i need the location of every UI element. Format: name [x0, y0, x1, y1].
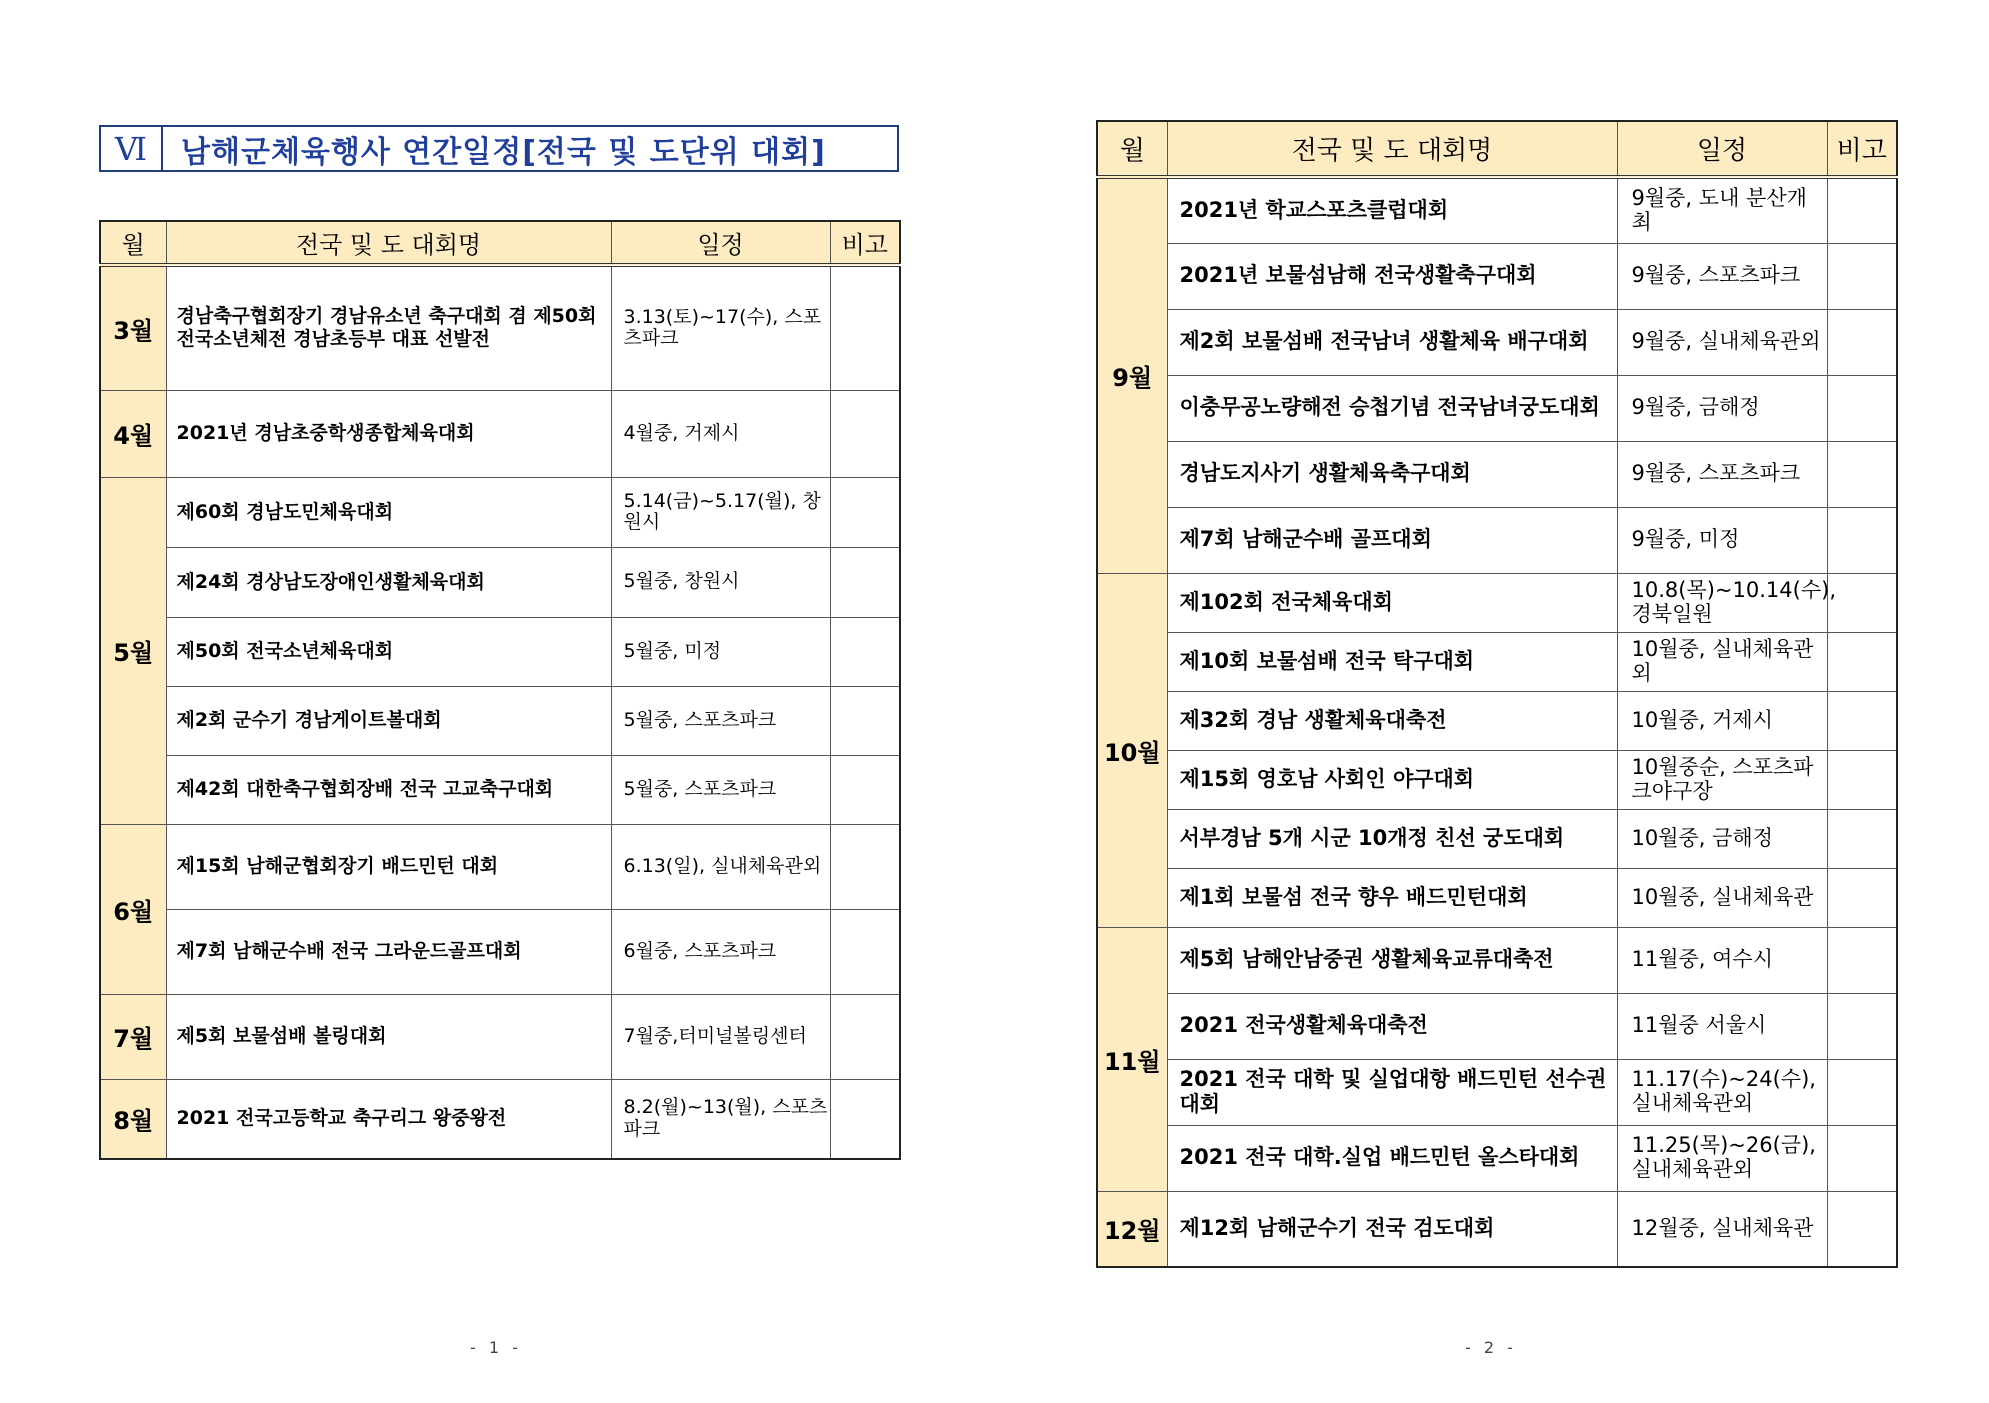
event-date: 9월중, 실내체육관외 — [1617, 309, 1827, 375]
event-note — [830, 265, 900, 390]
event-name: 제60회 경남도민체육대회 — [166, 477, 611, 547]
event-name: 제5회 보물섬배 볼링대회 — [166, 994, 611, 1079]
table-row — [1097, 309, 1897, 375]
event-name: 제24회 경상남도장애인생활체육대회 — [166, 547, 611, 617]
event-note — [830, 617, 900, 686]
event-date: 11월중, 여수시 — [1617, 927, 1827, 993]
event-name: 제5회 남해안남중권 생활체육교류대축전 — [1167, 927, 1617, 993]
event-note — [1827, 809, 1897, 868]
section-number: Ⅵ — [101, 127, 163, 170]
event-date: 11월중 서울시 — [1617, 993, 1827, 1059]
event-name: 2021년 경남초중학생종합체육대회 — [166, 390, 611, 477]
event-name: 제2회 군수기 경남게이트볼대회 — [166, 686, 611, 755]
month-cell: 3월 — [100, 265, 166, 390]
event-note — [830, 390, 900, 477]
event-note — [830, 994, 900, 1079]
table-row — [100, 390, 900, 477]
event-note — [1827, 375, 1897, 441]
event-note — [1827, 573, 1897, 632]
event-date: 7월중,터미널볼링센터 — [611, 994, 830, 1079]
event-name: 2021년 보물섬남해 전국생활축구대회 — [1167, 243, 1617, 309]
month-cell: 9월 — [1097, 177, 1167, 573]
table-row — [1097, 809, 1897, 868]
table-row — [1097, 868, 1897, 927]
table-row — [1097, 243, 1897, 309]
event-note — [1827, 632, 1897, 691]
month-cell: 8월 — [100, 1079, 166, 1159]
event-date: 12월중, 실내체육관 — [1617, 1191, 1827, 1267]
header-month: 월 — [100, 221, 166, 265]
page-2 — [1000, 0, 1989, 1403]
event-date: 5월중, 스포츠파크 — [611, 686, 830, 755]
event-note — [1827, 507, 1897, 573]
page-number: - 2 - — [1465, 1338, 1517, 1357]
event-date: 9월중, 금해정 — [1617, 375, 1827, 441]
event-note — [1827, 1125, 1897, 1191]
header-note: 비고 — [1827, 121, 1897, 177]
month-cell: 6월 — [100, 824, 166, 994]
event-name: 이충무공노량해전 승첩기념 전국남녀궁도대회 — [1167, 375, 1617, 441]
table-row — [1097, 177, 1897, 243]
table-row — [1097, 573, 1897, 632]
event-name: 제2회 보물섬배 전국남녀 생활체육 배구대회 — [1167, 309, 1617, 375]
table-row — [100, 755, 900, 824]
event-note — [830, 909, 900, 994]
event-name: 제7회 남해군수배 골프대회 — [1167, 507, 1617, 573]
event-date: 9월중, 미정 — [1617, 507, 1827, 573]
table-row — [1097, 441, 1897, 507]
table-header-row — [1097, 121, 1897, 177]
event-note — [1827, 868, 1897, 927]
event-date: 10월중순, 스포츠파크야구장 — [1617, 750, 1827, 809]
event-name: 제15회 남해군협회장기 배드민턴 대회 — [166, 824, 611, 909]
table-row — [1097, 927, 1897, 993]
section-title: 남해군체육행사 연간일정[전국 및 도단위 대회] — [181, 134, 826, 170]
event-name: 제42회 대한축구협회장배 전국 고교축구대회 — [166, 755, 611, 824]
event-name: 서부경남 5개 시군 10개정 친선 궁도대회 — [1167, 809, 1617, 868]
event-date: 8.2(월)~13(월), 스포츠파크 — [611, 1079, 830, 1159]
month-cell: 11월 — [1097, 927, 1167, 1191]
event-note — [830, 547, 900, 617]
event-note — [1827, 177, 1897, 243]
table-row — [1097, 1059, 1897, 1125]
event-name: 제1회 보물섬 전국 향우 배드민턴대회 — [1167, 868, 1617, 927]
table-row — [1097, 691, 1897, 750]
event-name: 제12회 남해군수기 전국 검도대회 — [1167, 1191, 1617, 1267]
event-name: 제32회 경남 생활체육대축전 — [1167, 691, 1617, 750]
month-cell: 7월 — [100, 994, 166, 1079]
event-date: 10월중, 금해정 — [1617, 809, 1827, 868]
table-row — [100, 686, 900, 755]
event-note — [830, 686, 900, 755]
event-note — [1827, 750, 1897, 809]
month-cell: 5월 — [100, 477, 166, 824]
event-date: 10.8(목)~10.14(수), 경북일원 — [1617, 573, 1827, 632]
schedule-table-2 — [1096, 120, 1898, 1268]
event-name: 제50회 전국소년체육대회 — [166, 617, 611, 686]
event-note — [1827, 441, 1897, 507]
table-row — [100, 477, 900, 547]
event-note — [830, 1079, 900, 1159]
event-note — [1827, 691, 1897, 750]
event-name: 제15회 영호남 사회인 야구대회 — [1167, 750, 1617, 809]
event-name: 제7회 남해군수배 전국 그라운드골프대회 — [166, 909, 611, 994]
event-note — [1827, 927, 1897, 993]
event-date: 6월중, 스포츠파크 — [611, 909, 830, 994]
event-name: 2021 전국고등학교 축구리그 왕중왕전 — [166, 1079, 611, 1159]
event-note — [1827, 993, 1897, 1059]
table-row — [100, 265, 900, 390]
table-row — [100, 824, 900, 909]
event-note — [1827, 1059, 1897, 1125]
event-note — [1827, 243, 1897, 309]
event-note — [830, 755, 900, 824]
event-date: 11.25(목)~26(금), 실내체육관외 — [1617, 1125, 1827, 1191]
header-name: 전국 및 도 대회명 — [1167, 121, 1617, 177]
event-date: 10월중, 거제시 — [1617, 691, 1827, 750]
section-title-box — [99, 125, 899, 172]
table-row — [100, 994, 900, 1079]
event-note — [830, 824, 900, 909]
event-date: 6.13(일), 실내체육관외 — [611, 824, 830, 909]
table-row — [1097, 375, 1897, 441]
event-name: 경남축구협회장기 경남유소년 축구대회 겸 제50회 전국소년체전 경남초등부 대표 선발전 — [166, 265, 611, 390]
header-month: 월 — [1097, 121, 1167, 177]
month-cell: 4월 — [100, 390, 166, 477]
event-note — [1827, 1191, 1897, 1267]
event-note — [1827, 309, 1897, 375]
event-name: 2021년 학교스포츠클럽대회 — [1167, 177, 1617, 243]
table-row — [1097, 1125, 1897, 1191]
table-row — [100, 909, 900, 994]
schedule-table-1 — [99, 220, 901, 1160]
table-row — [1097, 750, 1897, 809]
event-date: 10월중, 실내체육관 — [1617, 868, 1827, 927]
table-header-row — [100, 221, 900, 265]
event-date: 9월중, 스포츠파크 — [1617, 441, 1827, 507]
month-cell: 12월 — [1097, 1191, 1167, 1267]
header-name: 전국 및 도 대회명 — [166, 221, 611, 265]
event-date: 9월중, 도내 분산개최 — [1617, 177, 1827, 243]
header-date: 일정 — [1617, 121, 1827, 177]
header-date: 일정 — [611, 221, 830, 265]
event-date: 10월중, 실내체육관외 — [1617, 632, 1827, 691]
event-name: 제102회 전국체육대회 — [1167, 573, 1617, 632]
event-date: 3.13(토)~17(수), 스포츠파크 — [611, 265, 830, 390]
table-row — [1097, 632, 1897, 691]
event-name: 제10회 보물섬배 전국 탁구대회 — [1167, 632, 1617, 691]
event-date: 5월중, 창원시 — [611, 547, 830, 617]
header-note: 비고 — [830, 221, 900, 265]
month-cell: 10월 — [1097, 573, 1167, 927]
event-name: 2021 전국생활체육대축전 — [1167, 993, 1617, 1059]
table-row — [100, 547, 900, 617]
table-row — [1097, 507, 1897, 573]
event-date: 5.14(금)~5.17(월), 창원시 — [611, 477, 830, 547]
table-row — [100, 617, 900, 686]
page-number: - 1 - — [470, 1338, 522, 1357]
event-name: 경남도지사기 생활체육축구대회 — [1167, 441, 1617, 507]
event-date: 11.17(수)~24(수), 실내체육관외 — [1617, 1059, 1827, 1125]
event-date: 4월중, 거제시 — [611, 390, 830, 477]
table-row — [1097, 993, 1897, 1059]
event-date: 5월중, 스포츠파크 — [611, 755, 830, 824]
table-row — [1097, 1191, 1897, 1267]
table-row — [100, 1079, 900, 1159]
event-date: 9월중, 스포츠파크 — [1617, 243, 1827, 309]
event-name: 2021 전국 대학 및 실업대항 배드민턴 선수권대회 — [1167, 1059, 1617, 1125]
event-note — [830, 477, 900, 547]
event-date: 5월중, 미정 — [611, 617, 830, 686]
event-name: 2021 전국 대학.실업 배드민턴 올스타대회 — [1167, 1125, 1617, 1191]
